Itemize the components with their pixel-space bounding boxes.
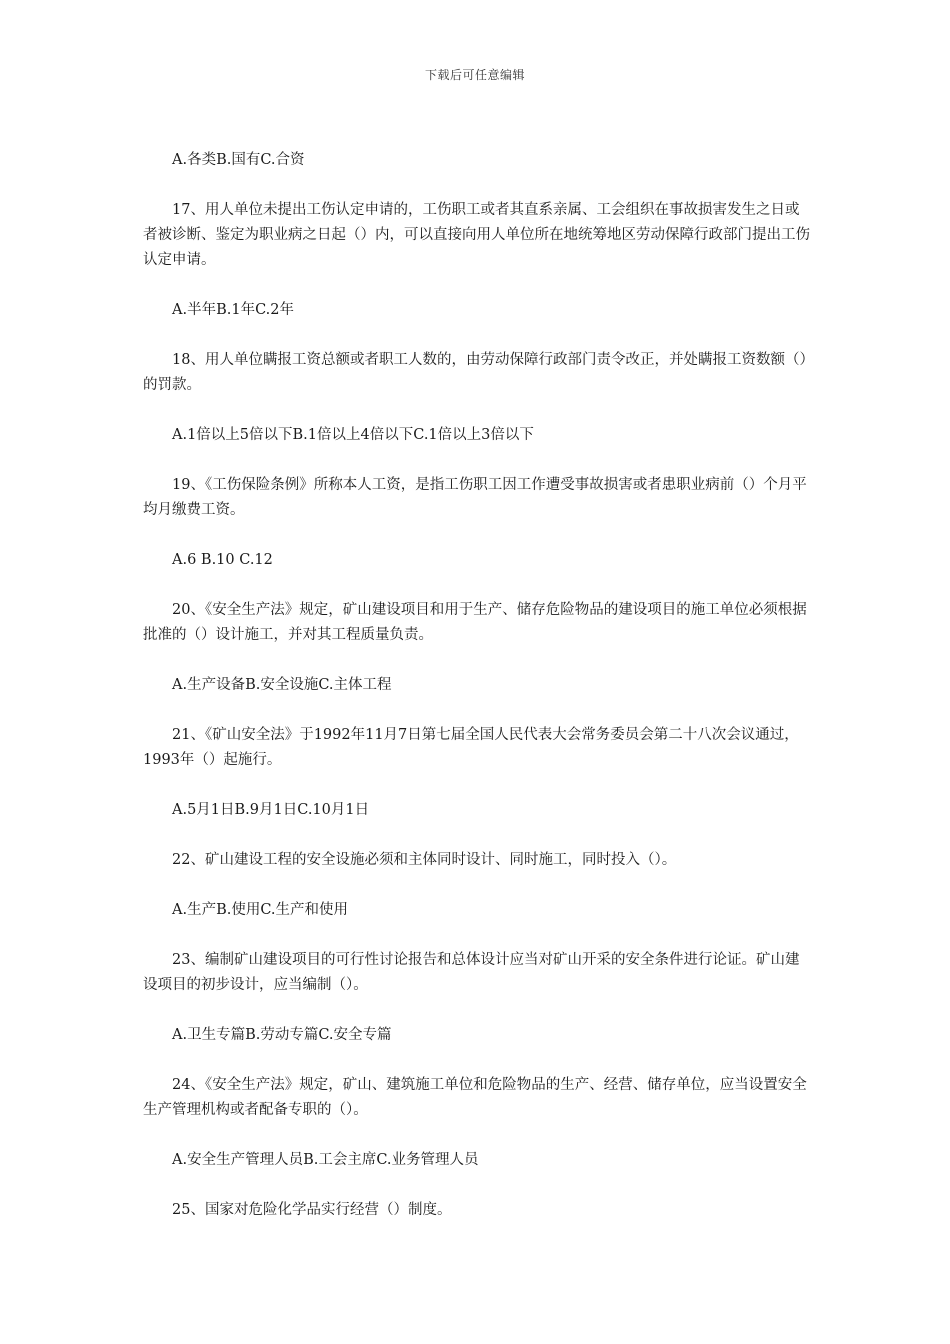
options-22: A.生产B.使用C.生产和使用	[172, 902, 349, 918]
options-20: A.生产设备B.安全设施C.主体工程	[172, 677, 392, 693]
options-16: A.各类B.国有C.合资	[172, 152, 305, 168]
question-19: 19、《工伤保险条例》所称本人工资，是指工伤职工因工作遭受事故损害或者患职业病前（）个月平均月缴费工资。	[143, 477, 807, 518]
options-24: A.安全生产管理人员B.工会主席C.业务管理人员	[172, 1152, 479, 1168]
document-body	[143, 148, 813, 1248]
question-24: 24、《安全生产法》规定，矿山、建筑施工单位和危险物品的生产、经营、储存单位，应当设置安全生产管理机构或者配备专职的（）。	[143, 1077, 807, 1118]
options-19: A.6 B.10 C.12	[172, 552, 273, 568]
options-21: A.5月1日B.9月1日C.10月1日	[172, 802, 370, 818]
question-17: 17、用人单位未提出工伤认定申请的，工伤职工或者其直系亲属、工会组织在事故损害发生之日或者被诊断、鉴定为职业病之日起（）内，可以直接向用人单位所在地统筹地区劳动保障行政部门提出工伤认定申请。	[143, 202, 810, 268]
question-18: 18、用人单位瞒报工资总额或者职工人数的，由劳动保障行政部门责令改正，并处瞒报工资数额（）的罚款。	[143, 352, 807, 393]
question-21: 21、《矿山安全法》于1992年11月7日第七届全国人民代表大会常务委员会第二十八次会议通过，1993年（）起施行。	[143, 727, 799, 768]
page-header: 下载后可任意编辑	[424, 68, 525, 82]
question-20: 20、《安全生产法》规定，矿山建设项目和用于生产、储存危险物品的建设项目的施工单位必须根据批准的（）设计施工，并对其工程质量负责。	[143, 602, 807, 643]
question-22: 22、矿山建设工程的安全设施必须和主体同时设计、同时施工，同时投入（）。	[172, 852, 677, 868]
options-23: A.卫生专篇B.劳动专篇C.安全专篇	[172, 1027, 392, 1043]
question-25: 25、国家对危险化学品实行经营（）制度。	[172, 1202, 452, 1218]
options-17: A.半年B.1年C.2年	[172, 302, 294, 318]
question-23: 23、编制矿山建设项目的可行性讨论报告和总体设计应当对矿山开采的安全条件进行论证。矿山建设项目的初步设计，应当编制（）。	[143, 952, 800, 993]
options-18: A.1倍以上5倍以下B.1倍以上4倍以下C.1倍以上3倍以下	[172, 427, 534, 443]
